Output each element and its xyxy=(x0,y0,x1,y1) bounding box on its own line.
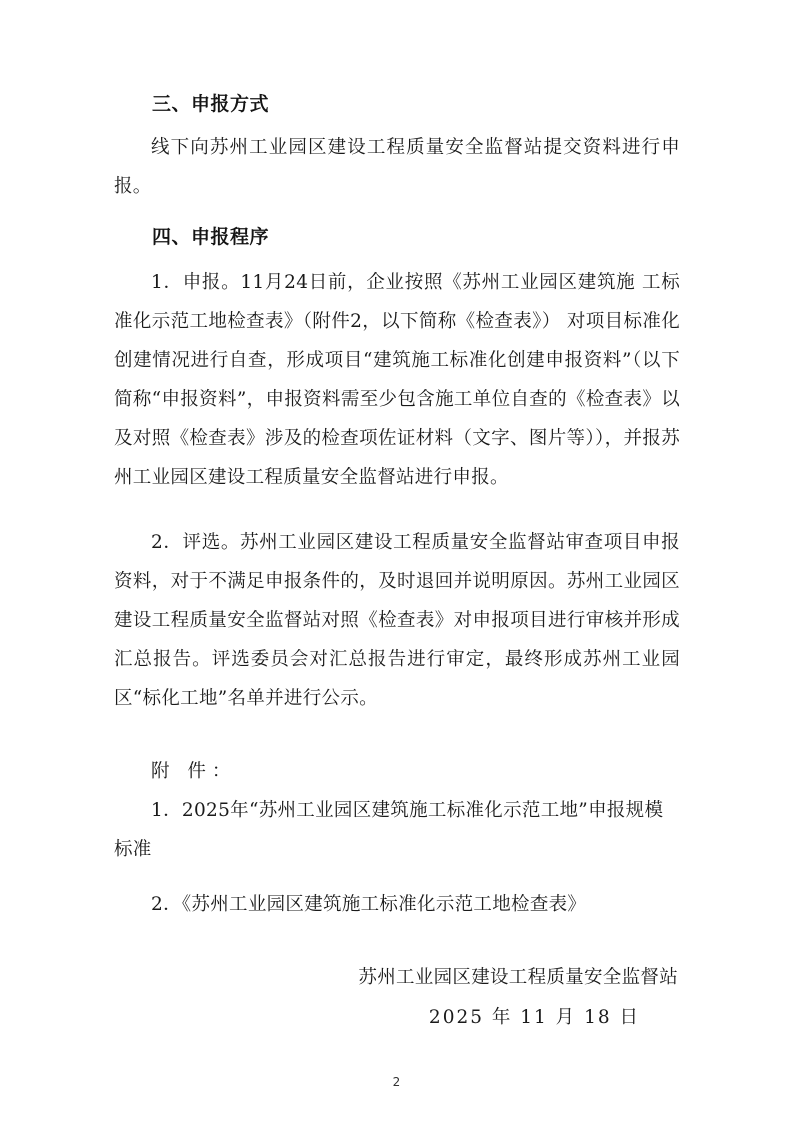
section-4-paragraph-2: 2．评选。苏州工业园区建设工程质量安全监督站审查项目申报资料，对于不满足申报条件的，及时退回并说明原因。苏州工业园区建设工程质量安全监督站对照《检查表》对申报项目进行审核并形成汇总报告。评选委员会对汇总报告进行审定，最终形成苏州工业园区“标化工地”名单并进行公示。 xyxy=(114,532,680,709)
section-3-paragraph-1: 线下向苏州工业园区建设工程质量安全监督站提交资料进行申报。 xyxy=(114,137,680,197)
section-heading-4: 四、申报程序 xyxy=(152,226,270,248)
page-number: 2 xyxy=(392,1075,401,1089)
document-body xyxy=(114,95,680,1038)
paragraph-spacer xyxy=(114,497,680,523)
section-heading-3: 三、申报方式 xyxy=(152,93,270,115)
attachment-item-spacer xyxy=(114,869,680,885)
attachment-spacer xyxy=(114,718,680,752)
attachments-label: 附 件： xyxy=(151,761,237,782)
signature-date: 2025 年 11 月 18 日 xyxy=(428,1007,640,1028)
signature-spacer xyxy=(114,924,680,958)
signature-organization: 苏州工业园区建设工程质量安全监督站 xyxy=(358,967,678,988)
section-4-paragraph-1: 1．申报。11月24日前，企业按照《苏州工业园区建筑施 工标准化示范工地检查表》（附件2，以下简称《检查表》） 对项目标准化创建情况进行自查，形成项目“建筑施工标准化创建申报资料”（以下简称“申报资料”，申报资料需至少包含施工单位自查的《检查表》以及对照《检查表》涉及的检查项佐证材料（文字、图片等）），并报苏州工业园区建设工程质量安全监督站进行申报。 xyxy=(114,272,680,488)
attachment-item-1: 1．2025年“苏州工业园区建筑施工标准化示范工地”申报规模标准 xyxy=(114,800,664,860)
attachment-item-2: 2．《苏州工业园区建筑施工标准化示范工地检查表》 xyxy=(151,894,587,915)
